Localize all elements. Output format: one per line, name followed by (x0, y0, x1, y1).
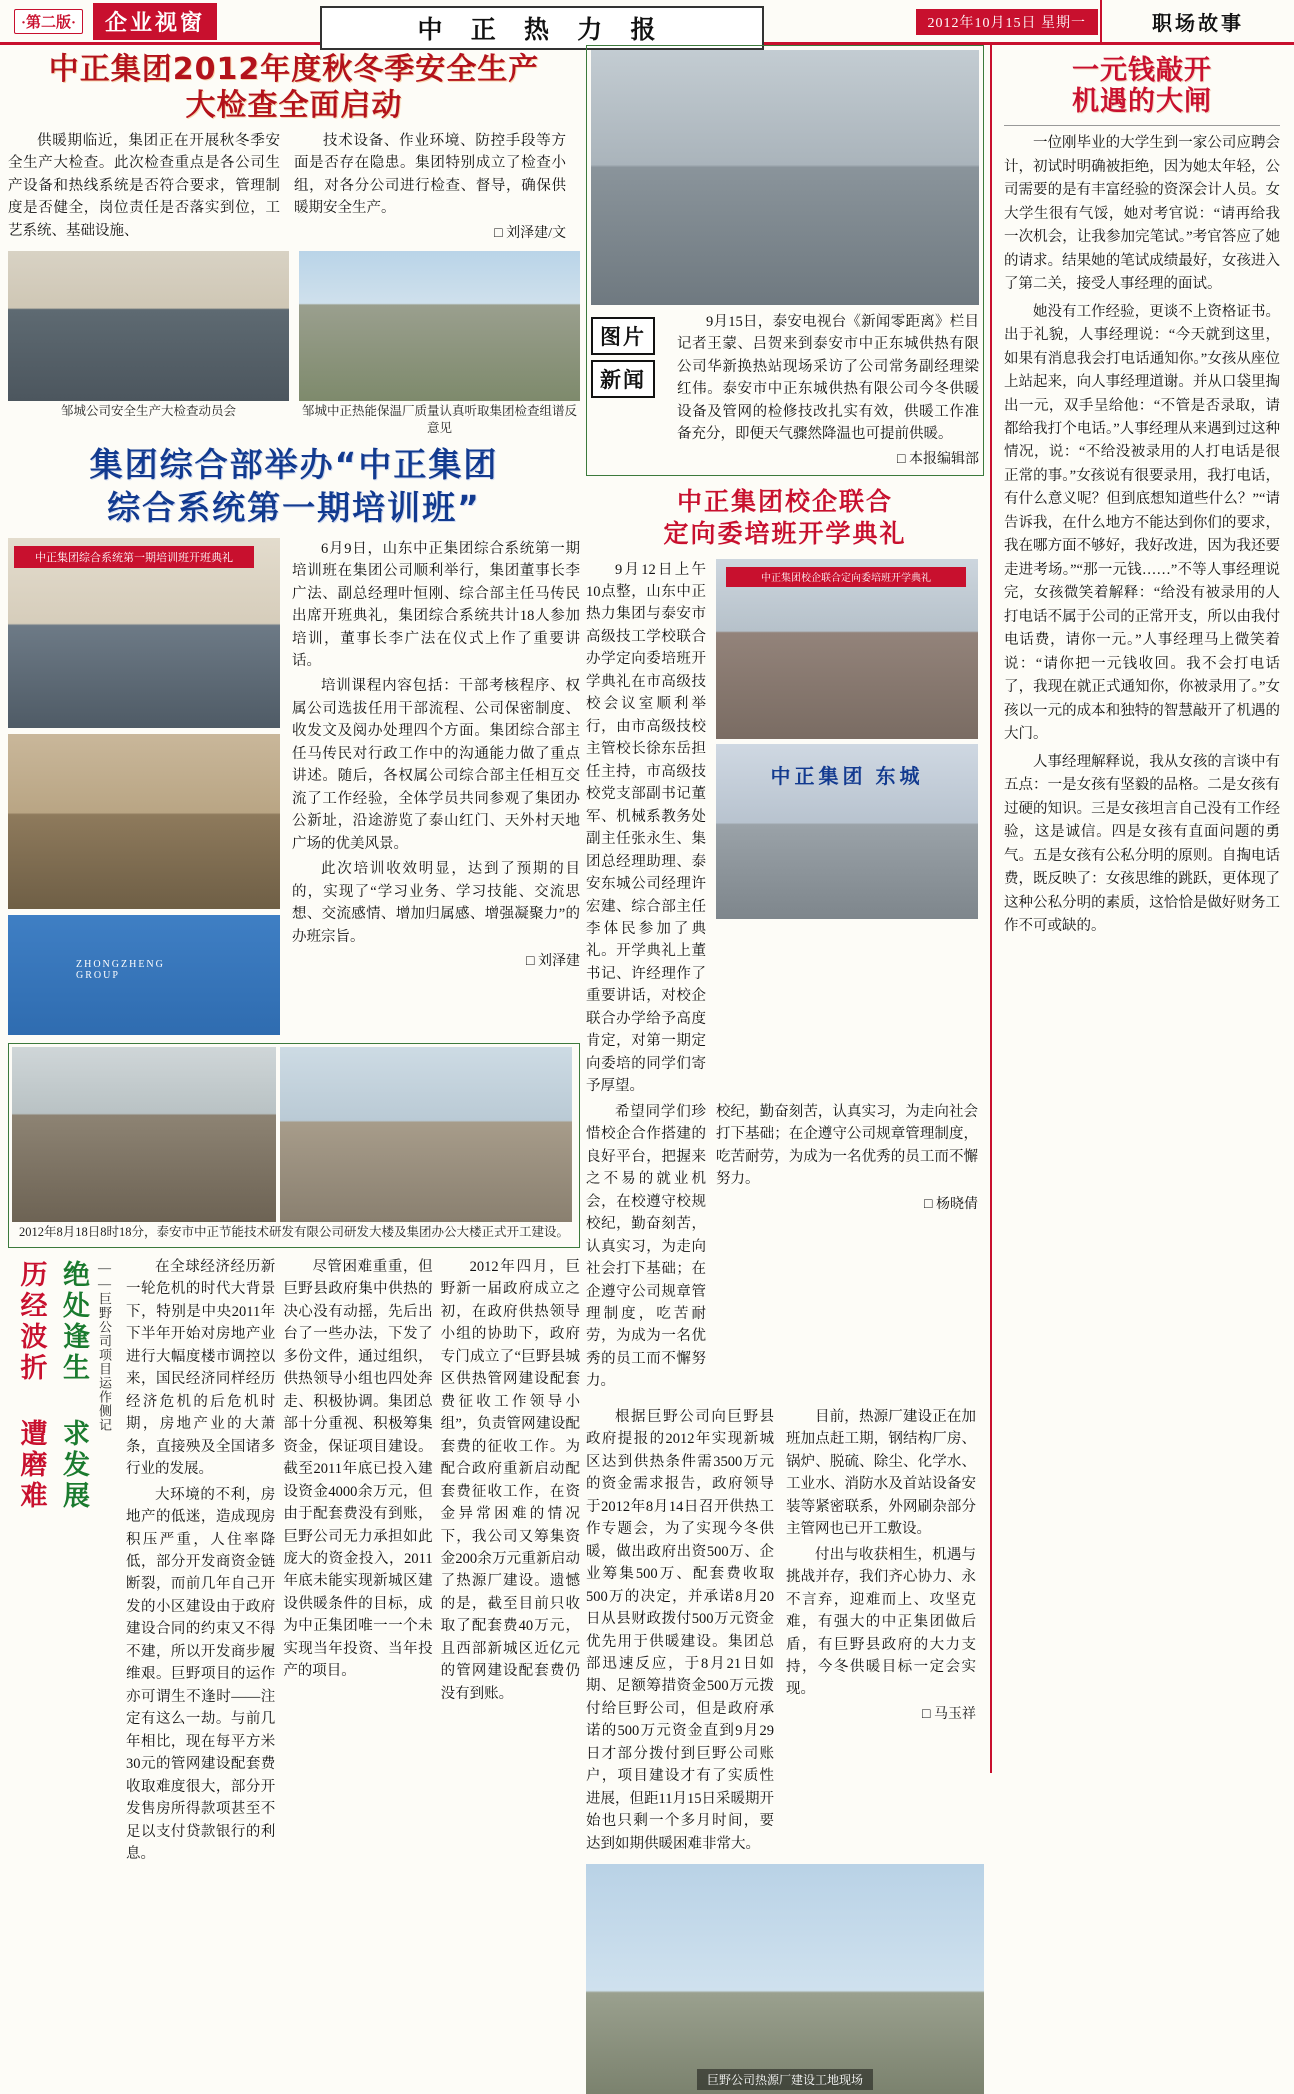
photo-news-block (586, 45, 984, 476)
article3-text-left: 9月12日上午10点整，山东中正热力集团与泰安市高级技工学校联合办学定向委培班开学典礼在市高级技校会议室顺利举行，由市高级技校主管校长徐东岳担任主持，市高级技校党支部副书记董军、机械系教务处副主任张永生、集团总经理助理、泰安东城公司经理许宏建、综合部主任李体民参加了典礼。开学典礼上董书记、许经理作了重要讲话，对校企联合办学给予高度肯定，对第一期定向委培的同学们寄予厚望。 (586, 561, 706, 1095)
photo-boiler-block (586, 1864, 984, 2094)
rail-story-text: 一位刚毕业的大学生到一家公司应聘会计，初试时明确被拒绝，因为她太年轻，公司需要的是有丰富经验的资深会计人员。女大学生很有气馁，她对考官说：“请再给我一次机会，让我参加完笔试。”考官答应了她的请求。结果她的笔试成绩最好，女孩进入了第二关，接受人事经理的面试。 她没有工作经验，更谈不上资格证书。出于礼貌，人事经理说：“今天就到这里，如果有消息我会打电话通知你。”女孩从座位上站起来，向人事经理道谢。并从口袋里掏出一元，双手呈给他：“不管是否录取，请都给我打个电话。”人事经理从来遇到过这种情况，说：“不给没被录用的人打电话是很正常的事。”女孩说有很要录用，我打电话，有什么意义呢？但到底想知道些什么？”“请告诉我，在什么地方不能达到你们的要求，我在哪方面不够好，我好改进，因为我还要走进考场。”“那一元钱……”不等人事经理说完，女孩微笑着解释：“给没有被录用的人打电话不属于公司的正常开支，所以由我付电话费，请你一元。”人事经理马上微笑着说：“请你把一元钱收回。我不会打电话了，我现在就正式通知你，你被录用了。”女孩以一元的成本和独特的智慧敲开了机遇的大门。 人事经理解释说，我从女孩的言谈中有五点：一是女孩有坚毅的品格。二是女孩有过硬的知识。三是女孩坦言自己没有工作经验，这是诚信。四是女孩有直面问题的勇气。五是女孩有公私分明的原则。自掏电话费，既反映了：女孩思维的跳跃，更体现了这种公私分明的素质，这恰恰是做好财务工作不可或缺的。 (1004, 135, 1280, 935)
group-sign-text: 中正集团 东城 (770, 765, 924, 788)
edition-label: ·第二版· (14, 9, 83, 34)
article4-continuation (586, 1406, 984, 1858)
article3-title-line1: 中正集团校企联合 (676, 486, 893, 516)
article2-text: 6月9日，山东中正集团综合系统第一期培训班在集团公司顺利举行，集团董事长李广法、副总经理叶恒刚、综合部主任马传民出席开班典礼，集团综合系统共计18人参加培训，董事长李广法在仪式上作了重要讲话。 培训课程内容包括：干部考核程序、权属公司选拔任用干部流程、公司保密制度、收发文及阅办处理四个方面。集团综合部主任马传民对行政工作中的沟通能力做了重点讲述。随后，各权属公司综合部主任相互交流了工作经验，全体学员共同参观了集团办公新址，沿途游览了泰山红门、天外村天地广场的优美风景。 此次培训收效明显，达到了预期的目的，实现了“学习业务、学习技能、交流思想、交流感情、增加归属感、增强凝聚力”的办班宗旨。 □ 刘泽建 (292, 538, 580, 1035)
photo-group-flag (8, 915, 280, 1035)
section-badge: 企业视窗 (93, 3, 217, 40)
photo-training-hall (8, 538, 280, 728)
rail-header: 职场故事 (1100, 0, 1294, 42)
article-training-class (8, 444, 580, 1248)
article3-title-line2: 定向委培班开学典礼 (663, 519, 907, 548)
rail-title-line1: 一元钱敲开 (1072, 55, 1212, 86)
article1-title-line2: 大检查全面启动 (185, 87, 403, 123)
article1-para-1: 供暖期临近，集团正在开展秋冬季安全生产大检查。此次检查重点是各公司生产设备和热线系统是否符合要求，管理制度是否健全，岗位责任是否落实到位，工艺系统、基础设施、 (8, 133, 280, 239)
article4-col1: 在全球经济经历新一轮危机的时代大背景下，特别是中央2011年下半年开始对房地产业进行大幅度楼市调控以来，国民经济同样经历经济危机的后危机时期，房地产业的大萧条，直接殃及全国诸多行业的发展。 大环境的不利，房地产的低迷，造成现房积压严重，人住率降低，部分开发商资金链断裂，而前几年自己开发的小区建设由于政府建设合同的约束又不得不建，所以开发商步履维艰。巨野项目的运作亦可谓生不逢时——注定有这么一劫。与前几年相比，现在每平方米30元的管网建设配套费收取难度很大，部分开发售房所得款项甚至不足以支付贷款银行的利息。 (126, 1258, 276, 1863)
photo-news-byline: □ 本报编辑部 (897, 451, 979, 467)
article2-byline: □ 刘泽建 (526, 954, 580, 970)
photo-caption-left: 邹城公司安全生产大检查动员会 (60, 404, 236, 419)
column-middle (586, 45, 984, 2094)
article4-subtitle: ——巨野公司项目运作侧记 (96, 1259, 112, 1432)
photo-excavator-site (12, 1047, 276, 1222)
construction-caption: 2012年8月18日8时18分，泰安市中正节能技术研发有限公司研发大楼及集团办公大楼正式开工建设。 (18, 1224, 569, 1239)
column-rail (990, 45, 1290, 1773)
article1-byline: □ 刘泽建/文 (494, 225, 566, 241)
paper-title: 中 正 热 力 报 (320, 6, 764, 50)
photo-group-photo (716, 744, 978, 919)
construction-photo-block (8, 1043, 580, 1248)
masthead (0, 0, 1294, 45)
photo-safety-meeting (8, 251, 289, 401)
article4-byline: □ 马玉祥 (922, 1706, 976, 1722)
photo-boiler-caption: 巨野公司热源厂建设工地现场 (697, 2069, 873, 2090)
photo-boiler-site (586, 1864, 984, 2094)
photo-taishan-outing (8, 734, 280, 909)
article-safety-inspection (8, 51, 580, 440)
rail-divider (1004, 125, 1280, 126)
article4-vtitle-green: 绝处逢生 求发展 (57, 1259, 89, 1512)
photo-tv-interview (591, 50, 979, 305)
photo-caption-right: 邹城中正热能保温厂质量认真听取集团检查组谱反意见 (301, 404, 577, 435)
article1-title-line1: 中正集团2012年度秋冬季安全生产 (48, 52, 540, 87)
article3-text-left2: 希望同学们珍惜校企合作搭建的良好平台，把握来之不易的就业机会，在校遵守校规校纪，勤奋刻苦，认真实习，为走向社会打下基础；在企遵守公司规章管理制度，吃苦耐劳，为成为一名优秀的员工而不懈努力。 (586, 1103, 706, 1390)
article4-vtitle-red: 历经波折 遭磨难 (15, 1259, 47, 1512)
flag-caption: ZHONGZHENG GROUP (76, 958, 165, 981)
page-body (0, 45, 1294, 2088)
article3-byline: □ 杨晓倩 (924, 1196, 978, 1212)
article-school-company (586, 486, 984, 1396)
ceremony-banner-text: 中正集团校企联合定向委培班开学典礼 (726, 567, 966, 587)
article-juye-project (8, 1256, 580, 1869)
article4-col2: 尽管困难重重，但巨野县政府集中供热的决心没有动摇，先后出台了一些办法，下发了多份文件，通过组织，供热领导小组也四处奔走、积极协调。集团总部十分重视、积极筹集资金，保证项目建设。截至2011年底已投入建设资金4000余万元，但由于配套费没有到账，巨野公司无力承担如此庞大的资金投入，2011年底未能实现新城区建设供暖条件的目标，成为中正集团唯一一个未实现当年投资、当年投产的项目。 (283, 1258, 433, 1680)
article1-para-2: 技术设备、作业环境、防控手段等方面是否存在隐患。集团特别成立了检查小组，对各分公司进行检查、督导，确保供暖期安全生产。 □ 刘泽建/文 (294, 130, 566, 245)
article2-title-line2: 综合系统第一期培训班” (107, 487, 481, 527)
photo-news-text: 9月15日，泰安电视台《新闻零距离》栏目记者王蒙、吕贺来到泰安市中正东城供热有限公司华新换热站现场采访了公司常务副经理梁红伟。泰安市中正东城供热有限公司今冬供暖设备及管网的检修技改扎实有效，供暖工作准备充分，即便天气骤然降温也可提前供暖。 □ 本报编辑部 (677, 311, 979, 471)
date-label: 2012年10月15日 星期一 (916, 9, 1099, 35)
article4-col5: 目前，热源厂建设正在加班加点赶工期，钢结构厂房、锅炉、脱硫、除尘、化学水、工业水、消防水及首站设备安装等紧密联系，外网刷杂部分主管网也已开工敷设。 付出与收获相生，机遇与挑战并存，我们齐心协力、永不言弃，迎难而上、攻坚克难，有强大的中正集团做后盾，有巨野县政府的大力支持，今冬供暖目标一定会实现。 □ 马玉祥 (786, 1406, 976, 1858)
photo-new-building (280, 1047, 572, 1222)
training-banner-text: 中正集团综合系统第一期培训班开班典礼 (14, 546, 254, 568)
article2-title-line1: 集团综合部举办“中正集团 (89, 444, 499, 484)
column-left (8, 45, 580, 1869)
article4-col4: 根据巨野公司向巨野县政府提报的2012年实现新城区达到供热条件需3500万元的资金需求报告，政府领导于2012年8月14日召开供热工作专题会，为了实现今冬供暖，做出政府出资500万、企业筹集500万、配套费收取500万的决定，并承诺8月20日从县财政拨付500万元资金优先用于供暖建设。集团总部迅速反应，于8月21日如期、足额筹措资金500万元拨付给巨野公司，但是政府承诺的500万元资金直到9月29日才部分拨付到巨野公司账户，项目建设才有了实质性进展，但距11月15日采暖期开始也只剩一个多月时间，要达到如期供暖困难非常大。 (586, 1408, 774, 1852)
article4-col3: 2012年四月，巨野新一届政府成立之初，在政府供热领导小组的协助下，政府专门成立了“巨野县城区供热管网建设配套费征收工作领导小组”，负责管网建设配套费的征收工作。为配合政府重新启动配套费征收工作，在资金异常困难的情况下，我公司又筹集资金200余万元重新启动了热源厂建设。遗憾的是，截至目前只收取了配套费40万元，且西部新城区近亿元的管网建设配套费仍没有到账。 (440, 1258, 580, 1702)
photo-news-tag-line1: 图片 (591, 317, 655, 355)
rail-title-line2: 机遇的大闸 (1072, 86, 1212, 118)
photo-opening-ceremony (716, 559, 978, 739)
photo-pipe-factory (299, 251, 580, 401)
article3-text-right: 校纪，勤奋刻苦，认真实习，为走向社会打下基础；在企遵守公司规章管理制度，吃苦耐劳，为成为一名优秀的员工而不懈努力。 □ 杨晓倩 (716, 1101, 978, 1396)
photo-news-tag-line2: 新闻 (591, 360, 655, 398)
